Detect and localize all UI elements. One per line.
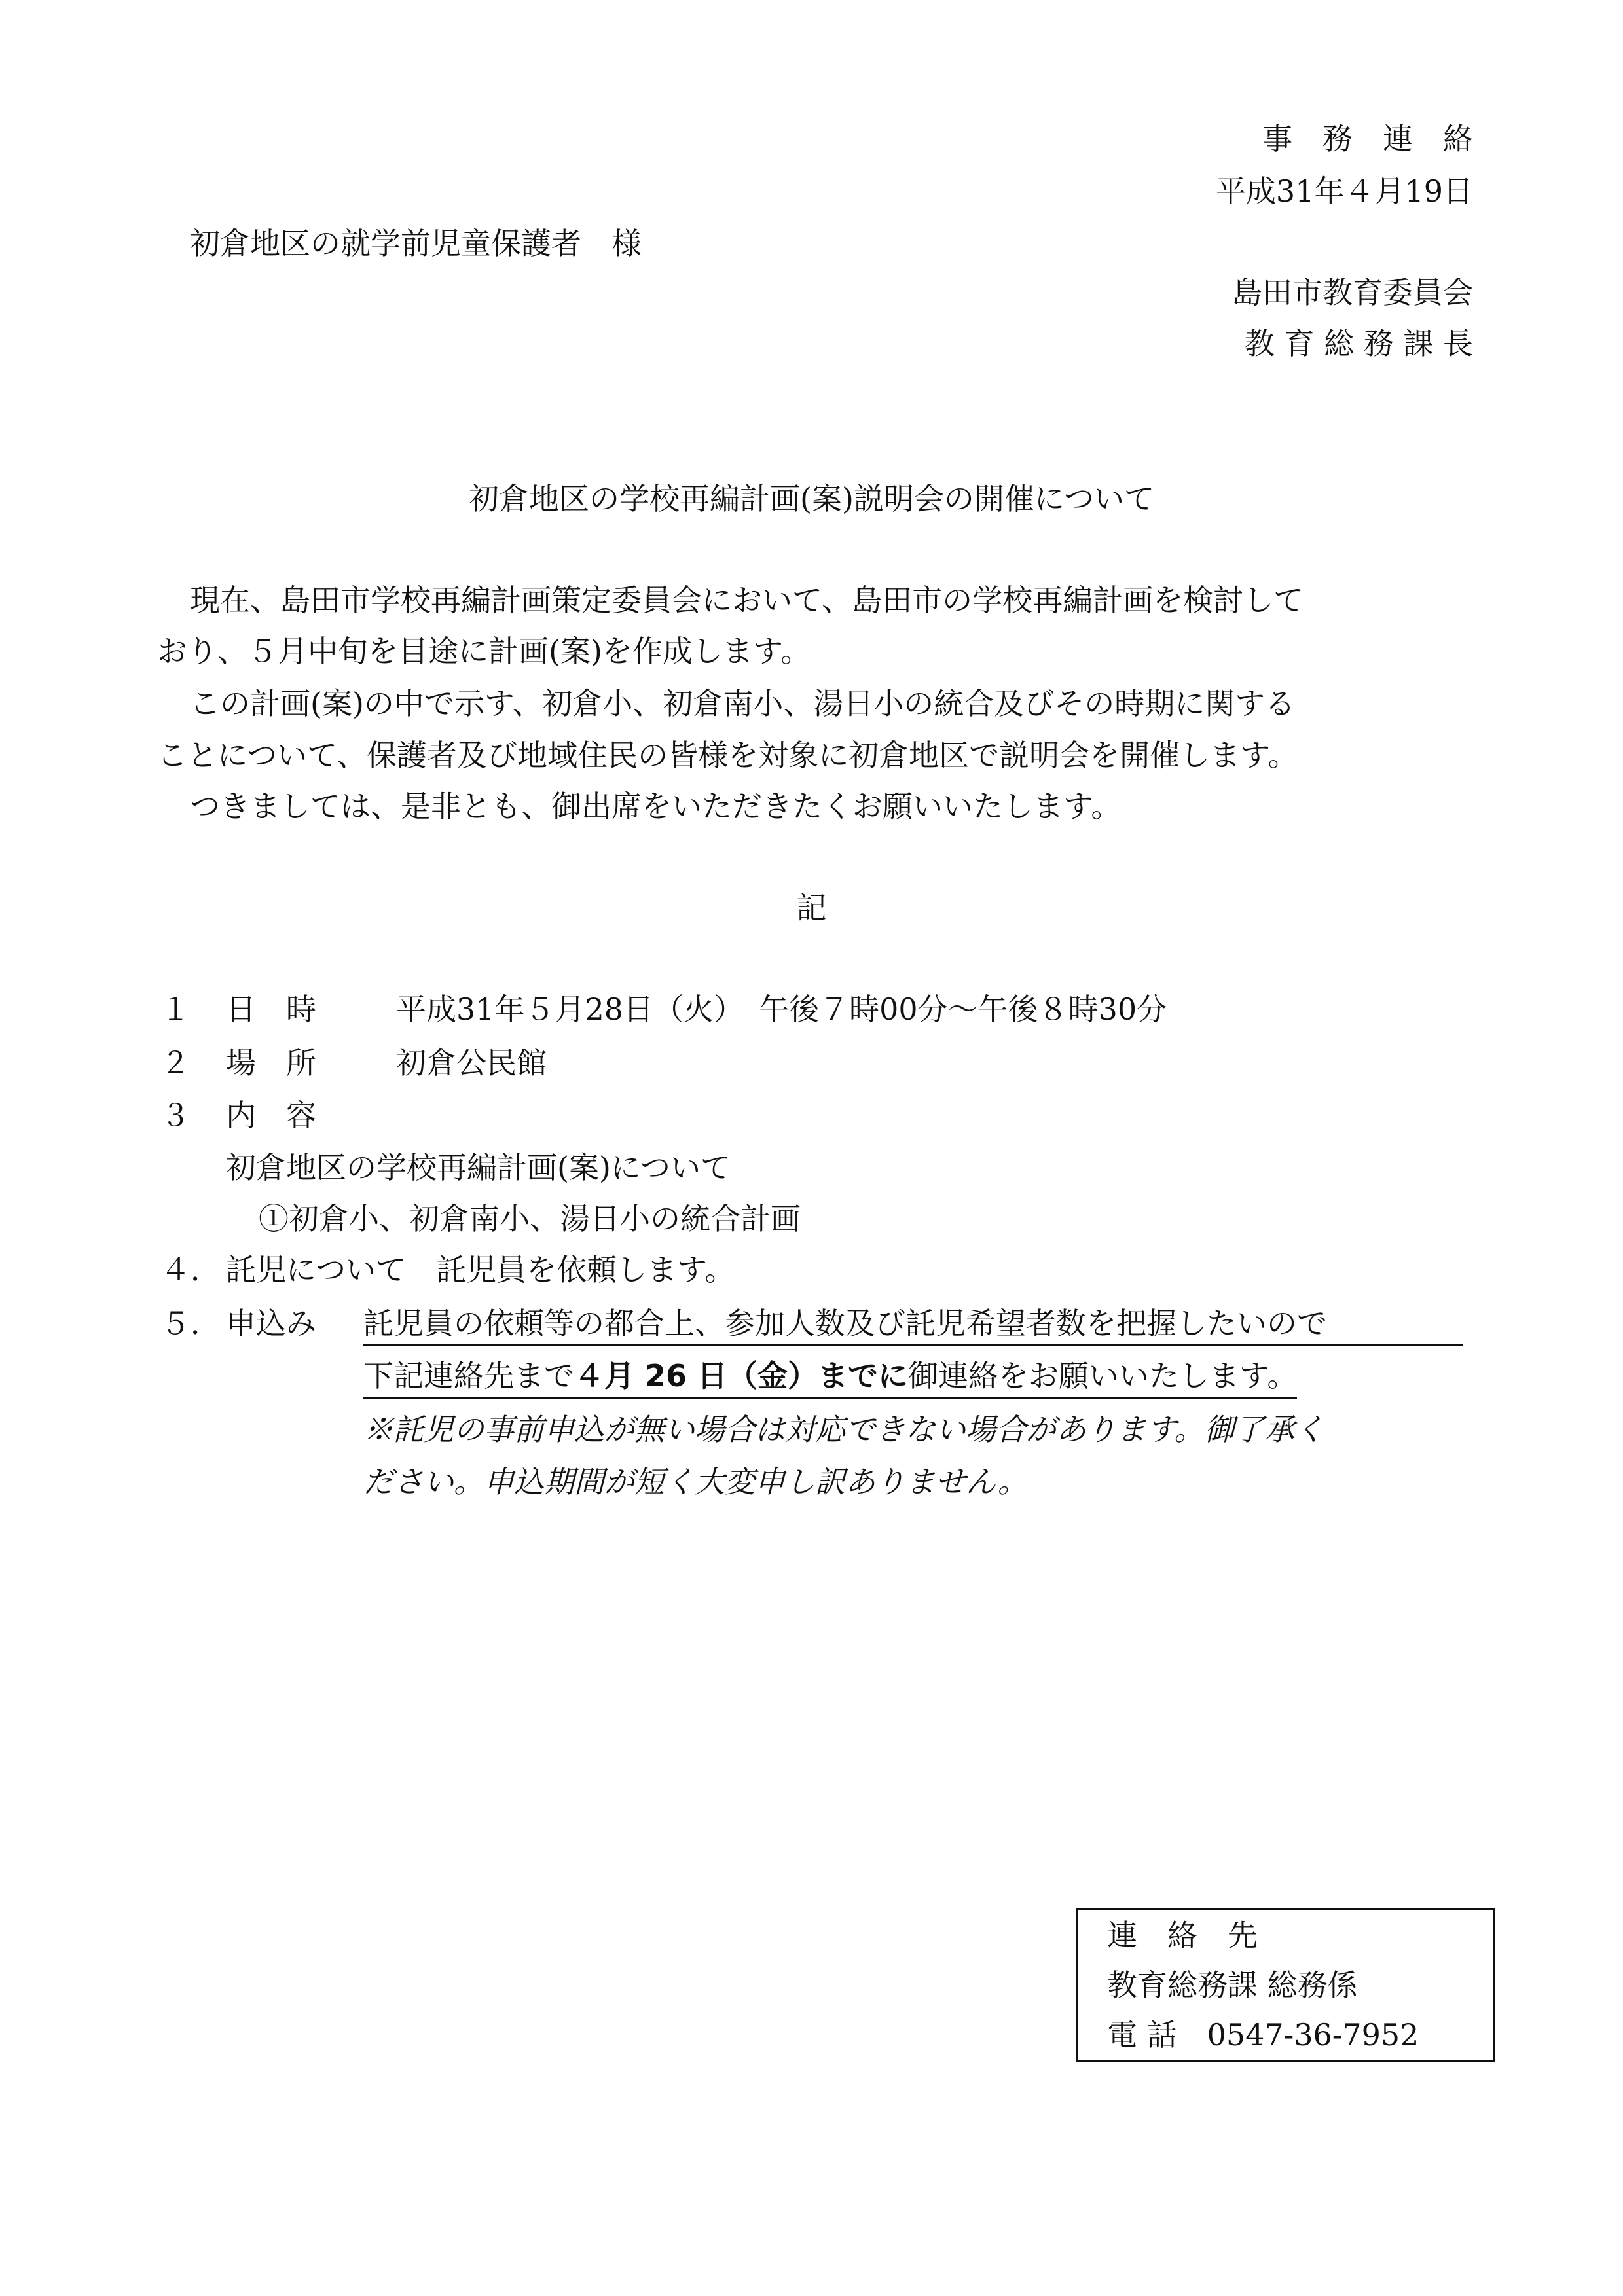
- document-title: 初倉地区の学校再編計画(案)説明会の開催について: [469, 481, 1154, 516]
- contact-department: 教育総務課 総務係: [1107, 1967, 1358, 2003]
- item-1-label: 日 時: [226, 992, 316, 1027]
- contact-box: [1076, 1908, 1495, 2062]
- item-5-note-2: ださい。申込期間が短く大変申し訳ありません。: [363, 1464, 1028, 1499]
- item-5-note-1: ※託児の事前申込が無い場合は対応できない場合があります。御了承く: [363, 1412, 1325, 1447]
- item-4-label: 託児について 託児員を依頼します。: [226, 1252, 735, 1287]
- contact-phone: 電 話 0547-36-7952: [1107, 2017, 1419, 2053]
- document-type: 事 務 連 絡: [1262, 121, 1473, 156]
- item-5-line-2-prefix: 下記連絡先まで: [363, 1358, 574, 1393]
- contact-heading: 連 絡 先: [1107, 1918, 1258, 1953]
- body-paragraph-1-line-2: おり、５月中旬を目途に計画(案)を作成します。: [157, 634, 811, 669]
- sender-title: 教 育 総 務 課 長: [1244, 326, 1473, 361]
- issue-date: 平成31年４月19日: [1215, 173, 1473, 209]
- body-paragraph-2-line-1: この計画(案)の中で示す、初倉小、初倉南小、湯日小の統合及びその時期に関する: [190, 686, 1296, 721]
- item-5-label: 申込み: [226, 1306, 316, 1341]
- body-paragraph-2-line-2: ことについて、保護者及び地域住民の皆様を対象に初倉地区で説明会を開催します。: [157, 738, 1298, 773]
- item-2-number: ２: [160, 1045, 191, 1081]
- item-5-number: ５．: [160, 1306, 221, 1341]
- item-3-label: 内 容: [226, 1098, 316, 1133]
- item-5-deadline: ４月 26 日（金）までに: [574, 1358, 909, 1393]
- body-paragraph-1-line-1: 現在、島田市学校再編計画策定委員会において、島田市の学校再編計画を検討して: [190, 583, 1304, 618]
- sender-organization: 島田市教育委員会: [1232, 275, 1473, 310]
- item-5-line-2: [363, 1358, 1297, 1399]
- item-4-number: ４．: [160, 1252, 221, 1287]
- body-paragraph-3-line-1: つきましては、是非とも、御出席をいただきたくお願いいたします。: [190, 789, 1122, 824]
- item-3-number: ３: [160, 1098, 191, 1133]
- item-3-sub-2: ①初倉小、初倉南小、湯日小の統合計画: [259, 1201, 801, 1236]
- ki-heading: 記: [796, 890, 827, 925]
- recipient: 初倉地区の就学前児童保護者 様: [190, 226, 642, 261]
- item-1-number: １: [160, 992, 191, 1027]
- item-3-sub-1: 初倉地区の学校再編計画(案)について: [226, 1150, 731, 1185]
- item-2-label: 場 所: [226, 1045, 316, 1081]
- item-5-line-2-suffix: 御連絡をお願いいたします。: [908, 1358, 1298, 1393]
- item-1-value: 平成31年５月28日（火） 午後７時00分～午後８時30分: [396, 992, 1167, 1027]
- item-2-value: 初倉公民館: [396, 1045, 547, 1081]
- item-5-line-1: 託児員の依頼等の都合上、参加人数及び託児希望者数を把握したいので: [363, 1306, 1463, 1346]
